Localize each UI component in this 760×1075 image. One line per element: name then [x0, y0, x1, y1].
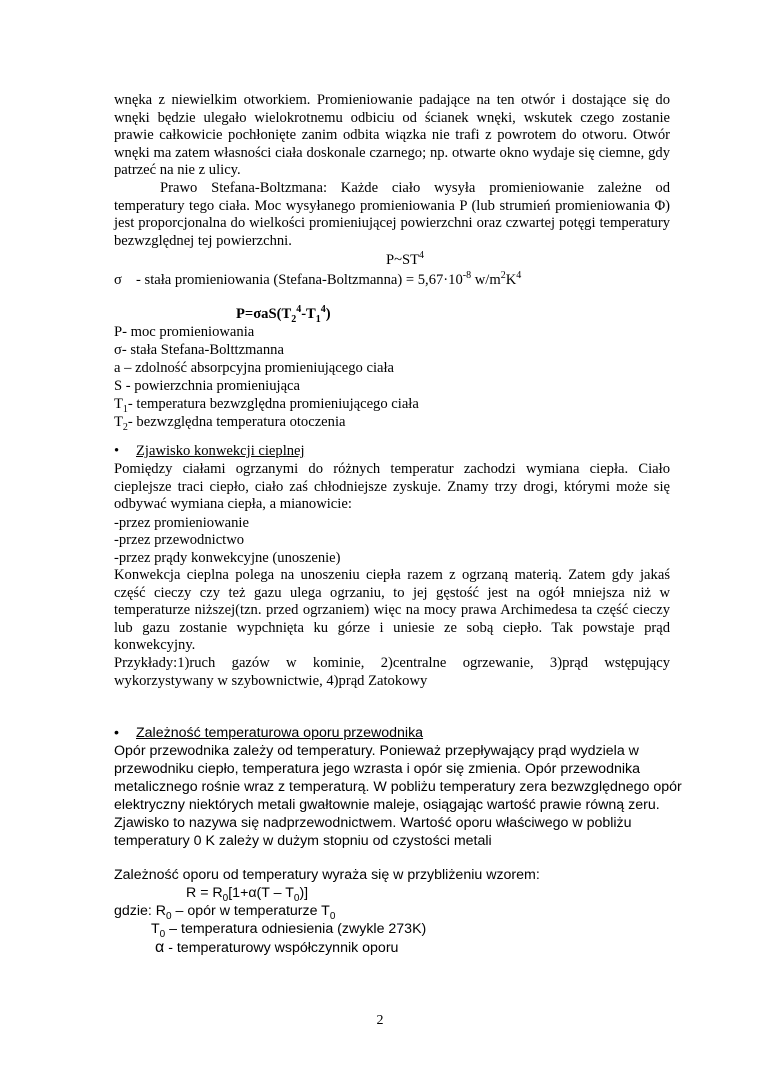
formula-where-t0: $T_0$ – temperatura odniesienia (zwykle 273K) — [151, 921, 427, 940]
formula-intro: Zależność oporu od temperatury wyraża się w przybliżeniu wzorem: — [114, 867, 540, 883]
resistance-text-line: elektryczny niektórych metali gwałtownie maleje, osiągając wartość prawie równą zeru. — [114, 797, 660, 813]
legend-item: σ- stała Stefana-Bolttzmanna — [114, 342, 284, 358]
legend-item: $T_2-$ bezwzględna temperatura otoczenia — [114, 414, 346, 433]
section-heading-resistance: • Zależność temperaturowa oporu przewodnika — [114, 725, 424, 741]
bullet-icon: • — [114, 725, 119, 741]
legend-item: P- moc promieniowania — [114, 324, 255, 340]
resistance-text-line: metalicznego rośnie wraz z temperaturą. W pobliżu temperatury zera bezwzględnego opór — [114, 779, 682, 795]
intro-paragraph: wnęka z niewielkim otworkiem. Promieniowanie padające na ten otwór i dostające się do wnęki będzie ulegało wielokrotnemu odbiciu od ścianek wnęki, wskutek czego zostanie prawie całkowicie pochłonięte zanim odbita wiązka nie trafi z powrotem do otworu. Otwór wnęki ma zatem własności ciała doskonale czarnego; np. otwarte okno wydaje się ciemne, gdy patrzeć na nie z ulicy. — [114, 92, 670, 178]
formula-proportional: $P\sim ST^4$ — [386, 250, 425, 268]
resistance-text-line: Zjawisko to nazywa się nadprzewodnictwem. Wartość oporu właściwego w pobliżu — [114, 815, 632, 831]
stefan-boltzmann-paragraph: Prawo Stefana-Boltzmana: Każde ciało wysyła promieniowanie zależne od temperatury tego ciała. Moc wysyłanego promieniowania P (lub strumień promieniowania Φ) jest proporcjonalna do wielkości promieniującej powierzchni oraz czwartej potęgi temperatury bezwzględnej tej powierzchni. — [114, 180, 670, 249]
sigma-definition: σ - stała promieniowania (Stefana-Boltzmanna) = $5,67\cdot 10^{-8}$ $w/m^2K^4$ — [114, 270, 522, 288]
formula-where-alpha: α - temperaturowy współczynnik oporu — [155, 939, 399, 956]
resistance-text-line: przewodniku ciepło, temperatura jego wzrasta i opór się zmienia. Opór przewodnika — [114, 761, 640, 777]
convection-description: Konwekcja cieplna polega na unoszeniu ciepła razem z ogrzaną materią. Zatem gdy jakaś część cieczy czy też gazu ulega ogrzaniu, to jej gęstość jest na ogół mniejsza niż w temperaturze niższej(tzn. przed ogrzaniem) więc na mocy prawa Archimedesa ta część cieczy lub gazu zostanie wypchnięta ku górze i uniesie ze sobą ciepło. Tak powstaje prąd konwekcyjny. — [114, 567, 670, 653]
section-heading-convection: • Zjawisko konwekcji cieplnej — [114, 443, 305, 459]
resistance-text-line: Opór przewodnika zależy od temperatury. Ponieważ przepływający prąd wydziela w — [114, 743, 639, 759]
list-item: -przez prądy konwekcyjne (unoszenie) — [114, 550, 341, 566]
resistance-text-line: temperatury 0 K zależy w dużym stopniu od czystości metali — [114, 833, 492, 849]
list-item: -przez przewodnictwo — [114, 532, 245, 548]
legend-item: $T_1-$ temperatura bezwzględna promieniującego ciała — [114, 396, 419, 415]
convection-examples: Przykłady:1)ruch gazów w kominie, 2)centralne ogrzewanie, 3)prąd wstępujący wykorzystywany w szybownictwie, 4)prąd Zatokowy — [114, 655, 670, 689]
page-number: 2 — [376, 1013, 384, 1028]
legend-item: a – zdolność absorpcyjna promieniującego ciała — [114, 360, 395, 376]
convection-intro: Pomiędzy ciałami ogrzanymi do różnych temperatur zachodzi wymiana ciepła. Ciało cieplejsze traci ciepło, ciało zaś chłodniejsze zyskuje. Znamy trzy drogi, którymi może się odbywać wymiana ciepła, a mianowicie: — [114, 461, 670, 512]
list-item: -przez promieniowanie — [114, 515, 249, 531]
legend-item: S - powierzchnia promieniująca — [114, 378, 300, 394]
formula-where-r0: gdzie: $R_0$ – opór w temperaturze $T_0$ — [114, 903, 336, 922]
formula-resistance: $R = R_0[1+\alpha(T - T_0)]$ — [186, 885, 309, 904]
bullet-icon: • — [114, 443, 120, 459]
sigma-symbol: σ — [114, 272, 122, 288]
formula-stefan-boltzmann: $P=\sigma aS(T_2^4-T_1^4)$ — [236, 304, 331, 325]
